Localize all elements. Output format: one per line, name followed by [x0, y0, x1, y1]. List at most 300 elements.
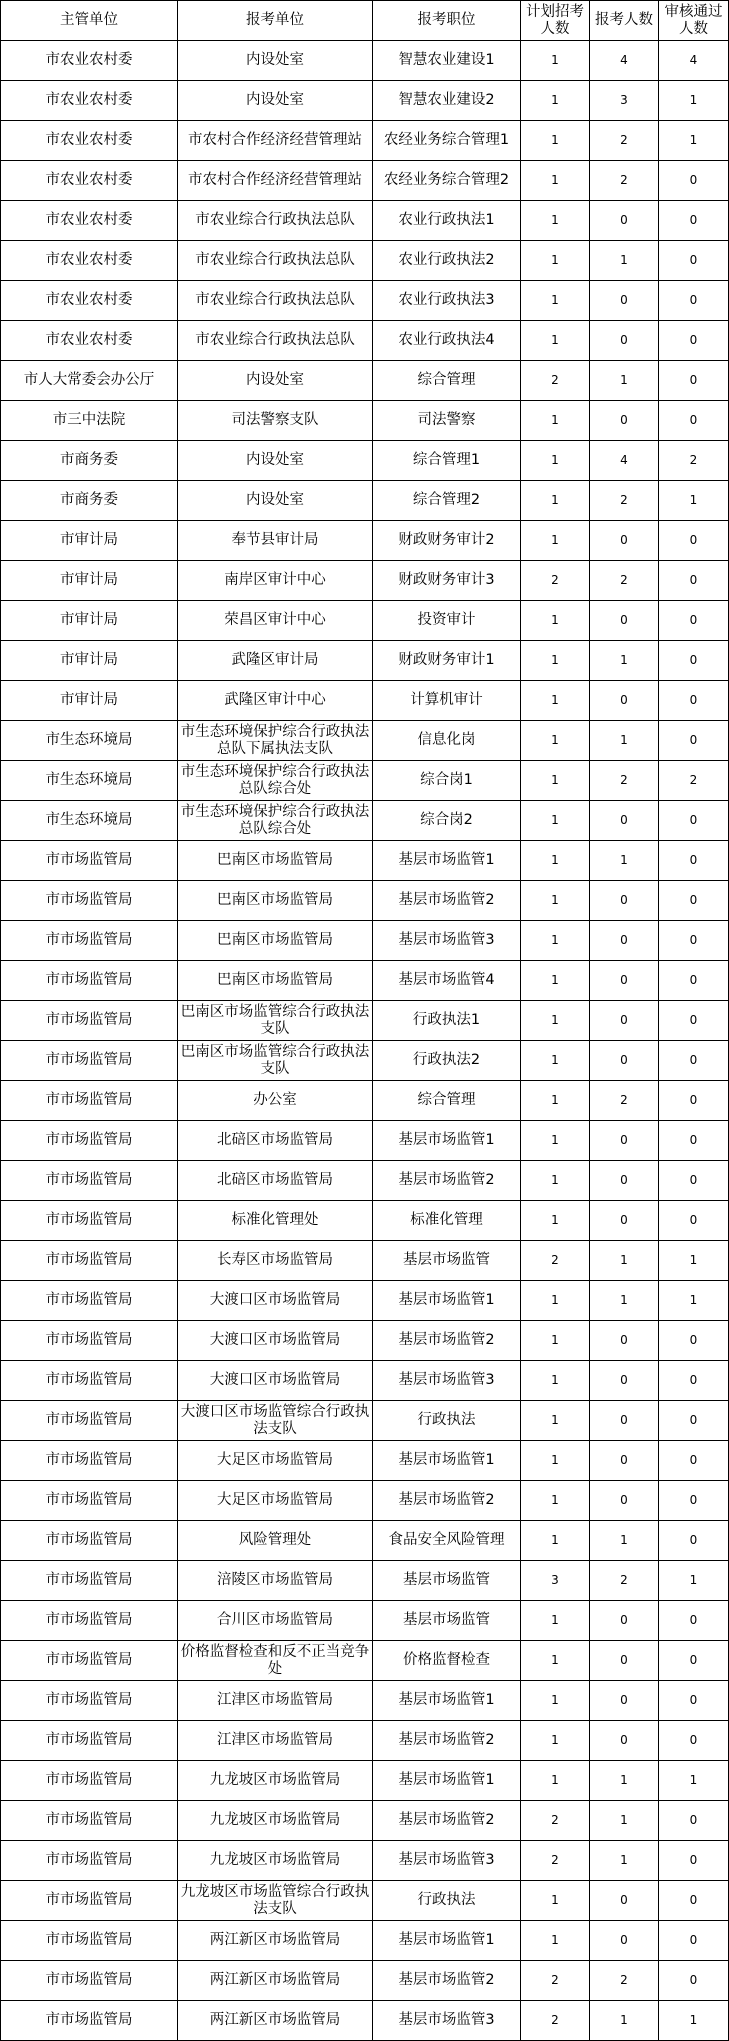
header-row: [1, 1, 729, 41]
unit-cell: 北碚区市场监管局: [178, 1121, 373, 1161]
planned-count-cell: 1: [521, 1721, 590, 1761]
approved-count-cell: 0: [659, 1801, 729, 1841]
position-cell: 基层市场监管2: [373, 1481, 521, 1521]
table-row: [1, 1921, 729, 1961]
table-row: [1, 1841, 729, 1881]
approved-count-cell: 0: [659, 961, 729, 1001]
unit-cell: 巴南区市场监管综合行政执法支队: [178, 1041, 373, 1081]
position-cell: 财政财务审计1: [373, 641, 521, 681]
position-cell: 综合管理2: [373, 481, 521, 521]
applicant-count-cell: 0: [590, 1001, 659, 1041]
department-cell: 市审计局: [1, 641, 178, 681]
unit-cell: 市农业综合行政执法总队: [178, 241, 373, 281]
position-cell: 价格监督检查: [373, 1641, 521, 1681]
unit-cell: 内设处室: [178, 441, 373, 481]
position-cell: 基层市场监管: [373, 1241, 521, 1281]
position-cell: 基层市场监管1: [373, 1281, 521, 1321]
planned-count-cell: 1: [521, 1001, 590, 1041]
position-cell: 行政执法: [373, 1401, 521, 1441]
table-row: [1, 1321, 729, 1361]
unit-cell: 两江新区市场监管局: [178, 1961, 373, 2001]
applicant-count-cell: 0: [590, 601, 659, 641]
approved-count-cell: 0: [659, 1041, 729, 1081]
planned-count-cell: 1: [521, 1321, 590, 1361]
position-cell: 基层市场监管2: [373, 1961, 521, 2001]
unit-cell: 市农业综合行政执法总队: [178, 281, 373, 321]
applicant-count-cell: 1: [590, 241, 659, 281]
department-cell: 市商务委: [1, 481, 178, 521]
position-cell: 基层市场监管1: [373, 1121, 521, 1161]
applicant-count-cell: 0: [590, 1641, 659, 1681]
table-row: [1, 1721, 729, 1761]
table-row: [1, 2001, 729, 2041]
table-row: [1, 1481, 729, 1521]
table-row: [1, 321, 729, 361]
planned-count-cell: 1: [521, 641, 590, 681]
department-cell: 市市场监管局: [1, 1281, 178, 1321]
table-row: [1, 1361, 729, 1401]
approved-count-cell: 0: [659, 1881, 729, 1921]
applicant-count-cell: 1: [590, 1241, 659, 1281]
unit-cell: 市生态环境保护综合行政执法总队综合处: [178, 761, 373, 801]
applicant-count-cell: 2: [590, 121, 659, 161]
position-cell: 综合管理: [373, 1081, 521, 1121]
header-cell: 报考人数: [590, 1, 659, 41]
planned-count-cell: 1: [521, 841, 590, 881]
approved-count-cell: 0: [659, 1681, 729, 1721]
header-cell: 审核通过人数: [659, 1, 729, 41]
planned-count-cell: 1: [521, 401, 590, 441]
department-cell: 市市场监管局: [1, 881, 178, 921]
table-row: [1, 761, 729, 801]
department-cell: 市市场监管局: [1, 1841, 178, 1881]
position-cell: 农经业务综合管理2: [373, 161, 521, 201]
unit-cell: 荣昌区审计中心: [178, 601, 373, 641]
applicant-count-cell: 0: [590, 881, 659, 921]
table-row: [1, 1081, 729, 1121]
planned-count-cell: 1: [521, 441, 590, 481]
applicant-count-cell: 1: [590, 2001, 659, 2041]
planned-count-cell: 2: [521, 1801, 590, 1841]
applicant-count-cell: 0: [590, 1881, 659, 1921]
applicant-count-cell: 0: [590, 1721, 659, 1761]
department-cell: 市市场监管局: [1, 961, 178, 1001]
planned-count-cell: 1: [521, 521, 590, 561]
department-cell: 市商务委: [1, 441, 178, 481]
table-row: [1, 1801, 729, 1841]
table-row: [1, 1401, 729, 1441]
unit-cell: 大足区市场监管局: [178, 1481, 373, 1521]
approved-count-cell: 2: [659, 761, 729, 801]
unit-cell: 巴南区市场监管局: [178, 881, 373, 921]
applicant-count-cell: 0: [590, 801, 659, 841]
planned-count-cell: 1: [521, 161, 590, 201]
approved-count-cell: 0: [659, 521, 729, 561]
unit-cell: 九龙坡区市场监管综合行政执法支队: [178, 1881, 373, 1921]
approved-count-cell: 0: [659, 201, 729, 241]
department-cell: 市农业农村委: [1, 241, 178, 281]
table-row: [1, 921, 729, 961]
department-cell: 市农业农村委: [1, 121, 178, 161]
unit-cell: 大足区市场监管局: [178, 1441, 373, 1481]
applicant-count-cell: 0: [590, 281, 659, 321]
planned-count-cell: 1: [521, 1161, 590, 1201]
unit-cell: 武隆区审计中心: [178, 681, 373, 721]
position-cell: 综合管理: [373, 361, 521, 401]
position-cell: 基层市场监管3: [373, 1841, 521, 1881]
table-body: [1, 41, 729, 2041]
applicant-count-cell: 0: [590, 1401, 659, 1441]
planned-count-cell: 1: [521, 81, 590, 121]
table-row: [1, 1681, 729, 1721]
approved-count-cell: 0: [659, 721, 729, 761]
department-cell: 市市场监管局: [1, 1321, 178, 1361]
planned-count-cell: 1: [521, 201, 590, 241]
approved-count-cell: 2: [659, 441, 729, 481]
unit-cell: 九龙坡区市场监管局: [178, 1841, 373, 1881]
unit-cell: 巴南区市场监管综合行政执法支队: [178, 1001, 373, 1041]
planned-count-cell: 1: [521, 1521, 590, 1561]
unit-cell: 大渡口区市场监管局: [178, 1321, 373, 1361]
applicant-count-cell: 3: [590, 81, 659, 121]
department-cell: 市农业农村委: [1, 161, 178, 201]
planned-count-cell: 1: [521, 1761, 590, 1801]
planned-count-cell: 1: [521, 321, 590, 361]
planned-count-cell: 1: [521, 1441, 590, 1481]
approved-count-cell: 0: [659, 161, 729, 201]
department-cell: 市市场监管局: [1, 1401, 178, 1441]
department-cell: 市市场监管局: [1, 1201, 178, 1241]
position-cell: 基层市场监管1: [373, 1921, 521, 1961]
approved-count-cell: 0: [659, 1201, 729, 1241]
unit-cell: 两江新区市场监管局: [178, 1921, 373, 1961]
position-cell: 基层市场监管: [373, 1561, 521, 1601]
approved-count-cell: 0: [659, 601, 729, 641]
planned-count-cell: 1: [521, 1401, 590, 1441]
unit-cell: 巴南区市场监管局: [178, 841, 373, 881]
unit-cell: 江津区市场监管局: [178, 1721, 373, 1761]
approved-count-cell: 0: [659, 1601, 729, 1641]
table-row: [1, 521, 729, 561]
approved-count-cell: 0: [659, 1361, 729, 1401]
applicant-count-cell: 0: [590, 1041, 659, 1081]
applicant-count-cell: 0: [590, 681, 659, 721]
planned-count-cell: 1: [521, 1361, 590, 1401]
approved-count-cell: 0: [659, 361, 729, 401]
approved-count-cell: 1: [659, 1241, 729, 1281]
department-cell: 市市场监管局: [1, 1481, 178, 1521]
table-row: [1, 121, 729, 161]
approved-count-cell: 0: [659, 841, 729, 881]
position-cell: 基层市场监管1: [373, 1441, 521, 1481]
applicant-count-cell: 1: [590, 1841, 659, 1881]
header-cell: 报考单位: [178, 1, 373, 41]
department-cell: 市农业农村委: [1, 321, 178, 361]
applicant-count-cell: 1: [590, 1801, 659, 1841]
approved-count-cell: 0: [659, 1841, 729, 1881]
position-cell: 智慧农业建设2: [373, 81, 521, 121]
approved-count-cell: 1: [659, 2001, 729, 2041]
department-cell: 市生态环境局: [1, 761, 178, 801]
table-row: [1, 1761, 729, 1801]
table-row: [1, 281, 729, 321]
planned-count-cell: 1: [521, 1881, 590, 1921]
planned-count-cell: 1: [521, 1641, 590, 1681]
department-cell: 市审计局: [1, 561, 178, 601]
position-cell: 基层市场监管2: [373, 1161, 521, 1201]
table-row: [1, 1441, 729, 1481]
position-cell: 基层市场监管2: [373, 1801, 521, 1841]
approved-count-cell: 0: [659, 1161, 729, 1201]
department-cell: 市市场监管局: [1, 2001, 178, 2041]
position-cell: 财政财务审计3: [373, 561, 521, 601]
position-cell: 标准化管理: [373, 1201, 521, 1241]
unit-cell: 大渡口区市场监管局: [178, 1281, 373, 1321]
planned-count-cell: 1: [521, 41, 590, 81]
table-row: [1, 1201, 729, 1241]
table-row: [1, 1281, 729, 1321]
position-cell: 司法警察: [373, 401, 521, 441]
applicant-count-cell: 0: [590, 1481, 659, 1521]
applicant-count-cell: 0: [590, 1321, 659, 1361]
table-row: [1, 361, 729, 401]
planned-count-cell: 2: [521, 561, 590, 601]
planned-count-cell: 2: [521, 1961, 590, 2001]
planned-count-cell: 1: [521, 601, 590, 641]
approved-count-cell: 0: [659, 281, 729, 321]
position-cell: 综合岗2: [373, 801, 521, 841]
planned-count-cell: 1: [521, 1201, 590, 1241]
table-row: [1, 1641, 729, 1681]
applicant-count-cell: 1: [590, 361, 659, 401]
planned-count-cell: 1: [521, 761, 590, 801]
position-cell: 基层市场监管2: [373, 1321, 521, 1361]
planned-count-cell: 2: [521, 1241, 590, 1281]
unit-cell: 内设处室: [178, 361, 373, 401]
applicant-count-cell: 0: [590, 1601, 659, 1641]
planned-count-cell: 1: [521, 1121, 590, 1161]
unit-cell: 合川区市场监管局: [178, 1601, 373, 1641]
position-cell: 基层市场监管1: [373, 1761, 521, 1801]
table-row: [1, 81, 729, 121]
position-cell: 计算机审计: [373, 681, 521, 721]
planned-count-cell: 3: [521, 1561, 590, 1601]
table-row: [1, 41, 729, 81]
applicant-count-cell: 0: [590, 1681, 659, 1721]
planned-count-cell: 1: [521, 1601, 590, 1641]
table-row: [1, 1601, 729, 1641]
planned-count-cell: 1: [521, 241, 590, 281]
table-row: [1, 401, 729, 441]
applicant-count-cell: 1: [590, 1281, 659, 1321]
approved-count-cell: 0: [659, 241, 729, 281]
unit-cell: 九龙坡区市场监管局: [178, 1761, 373, 1801]
position-cell: 智慧农业建设1: [373, 41, 521, 81]
position-cell: 食品安全风险管理: [373, 1521, 521, 1561]
approved-count-cell: 0: [659, 641, 729, 681]
department-cell: 市市场监管局: [1, 1761, 178, 1801]
applicant-count-cell: 1: [590, 641, 659, 681]
position-cell: 基层市场监管1: [373, 841, 521, 881]
department-cell: 市市场监管局: [1, 1881, 178, 1921]
unit-cell: 九龙坡区市场监管局: [178, 1801, 373, 1841]
unit-cell: 大渡口区市场监管综合行政执法支队: [178, 1401, 373, 1441]
department-cell: 市人大常委会办公厅: [1, 361, 178, 401]
approved-count-cell: 0: [659, 1081, 729, 1121]
planned-count-cell: 1: [521, 1081, 590, 1121]
applicant-count-cell: 0: [590, 201, 659, 241]
table-row: [1, 481, 729, 521]
table-row: [1, 841, 729, 881]
table-row: [1, 961, 729, 1001]
approved-count-cell: 0: [659, 1641, 729, 1681]
unit-cell: 办公室: [178, 1081, 373, 1121]
department-cell: 市市场监管局: [1, 1361, 178, 1401]
approved-count-cell: 0: [659, 921, 729, 961]
approved-count-cell: 0: [659, 1001, 729, 1041]
approved-count-cell: 0: [659, 881, 729, 921]
applicant-count-cell: 0: [590, 1121, 659, 1161]
planned-count-cell: 1: [521, 961, 590, 1001]
position-cell: 行政执法2: [373, 1041, 521, 1081]
unit-cell: 市生态环境保护综合行政执法总队下属执法支队: [178, 721, 373, 761]
department-cell: 市市场监管局: [1, 1921, 178, 1961]
applicant-count-cell: 2: [590, 761, 659, 801]
department-cell: 市生态环境局: [1, 801, 178, 841]
department-cell: 市审计局: [1, 521, 178, 561]
position-cell: 基层市场监管4: [373, 961, 521, 1001]
position-cell: 基层市场监管3: [373, 1361, 521, 1401]
position-cell: 信息化岗: [373, 721, 521, 761]
position-cell: 综合岗1: [373, 761, 521, 801]
approved-count-cell: 1: [659, 1561, 729, 1601]
department-cell: 市市场监管局: [1, 1681, 178, 1721]
unit-cell: 司法警察支队: [178, 401, 373, 441]
unit-cell: 市农业综合行政执法总队: [178, 321, 373, 361]
department-cell: 市生态环境局: [1, 721, 178, 761]
applicant-count-cell: 0: [590, 1921, 659, 1961]
department-cell: 市市场监管局: [1, 1241, 178, 1281]
approved-count-cell: 0: [659, 1481, 729, 1521]
department-cell: 市农业农村委: [1, 81, 178, 121]
unit-cell: 北碚区市场监管局: [178, 1161, 373, 1201]
approved-count-cell: 0: [659, 561, 729, 601]
department-cell: 市市场监管局: [1, 1441, 178, 1481]
planned-count-cell: 1: [521, 281, 590, 321]
applicant-count-cell: 0: [590, 1441, 659, 1481]
position-cell: 财政财务审计2: [373, 521, 521, 561]
department-cell: 市审计局: [1, 681, 178, 721]
department-cell: 市市场监管局: [1, 1161, 178, 1201]
table-row: [1, 1001, 729, 1041]
unit-cell: 大渡口区市场监管局: [178, 1361, 373, 1401]
applicant-count-cell: 1: [590, 1761, 659, 1801]
applicant-count-cell: 0: [590, 321, 659, 361]
table-row: [1, 561, 729, 601]
planned-count-cell: 1: [521, 921, 590, 961]
unit-cell: 风险管理处: [178, 1521, 373, 1561]
department-cell: 市市场监管局: [1, 1561, 178, 1601]
position-cell: 基层市场监管2: [373, 881, 521, 921]
table-row: [1, 801, 729, 841]
applicant-count-cell: 0: [590, 1201, 659, 1241]
unit-cell: 奉节县审计局: [178, 521, 373, 561]
applicant-count-cell: 1: [590, 1521, 659, 1561]
approved-count-cell: 1: [659, 81, 729, 121]
planned-count-cell: 1: [521, 1041, 590, 1081]
table-row: [1, 1521, 729, 1561]
position-cell: 农经业务综合管理1: [373, 121, 521, 161]
unit-cell: 内设处室: [178, 481, 373, 521]
department-cell: 市市场监管局: [1, 1081, 178, 1121]
department-cell: 市农业农村委: [1, 201, 178, 241]
department-cell: 市市场监管局: [1, 1121, 178, 1161]
table-row: [1, 721, 729, 761]
planned-count-cell: 1: [521, 1281, 590, 1321]
applicant-count-cell: 2: [590, 1081, 659, 1121]
position-cell: 行政执法1: [373, 1001, 521, 1041]
table-row: [1, 1241, 729, 1281]
applicant-count-cell: 2: [590, 481, 659, 521]
applicant-count-cell: 2: [590, 561, 659, 601]
department-cell: 市市场监管局: [1, 1001, 178, 1041]
planned-count-cell: 1: [521, 481, 590, 521]
planned-count-cell: 1: [521, 721, 590, 761]
table-row: [1, 1041, 729, 1081]
unit-cell: 市生态环境保护综合行政执法总队综合处: [178, 801, 373, 841]
header-cell: 主管单位: [1, 1, 178, 41]
unit-cell: 价格监督检查和反不正当竞争处: [178, 1641, 373, 1681]
applicant-count-cell: 4: [590, 41, 659, 81]
position-cell: 行政执法: [373, 1881, 521, 1921]
position-cell: 基层市场监管1: [373, 1681, 521, 1721]
department-cell: 市市场监管局: [1, 1521, 178, 1561]
unit-cell: 市农村合作经济经营管理站: [178, 121, 373, 161]
department-cell: 市农业农村委: [1, 281, 178, 321]
table-row: [1, 241, 729, 281]
planned-count-cell: 1: [521, 1681, 590, 1721]
department-cell: 市三中法院: [1, 401, 178, 441]
approved-count-cell: 0: [659, 681, 729, 721]
unit-cell: 江津区市场监管局: [178, 1681, 373, 1721]
applicant-count-cell: 0: [590, 961, 659, 1001]
table-row: [1, 601, 729, 641]
approved-count-cell: 1: [659, 1281, 729, 1321]
applicant-count-cell: 0: [590, 521, 659, 561]
department-cell: 市农业农村委: [1, 41, 178, 81]
table-row: [1, 1961, 729, 2001]
approved-count-cell: 0: [659, 1321, 729, 1361]
department-cell: 市市场监管局: [1, 1041, 178, 1081]
table-row: [1, 1161, 729, 1201]
unit-cell: 市农村合作经济经营管理站: [178, 161, 373, 201]
approved-count-cell: 4: [659, 41, 729, 81]
planned-count-cell: 1: [521, 881, 590, 921]
position-cell: 投资审计: [373, 601, 521, 641]
applicant-count-cell: 0: [590, 921, 659, 961]
approved-count-cell: 1: [659, 1761, 729, 1801]
header-cell: 报考职位: [373, 1, 521, 41]
position-cell: 基层市场监管: [373, 1601, 521, 1641]
approved-count-cell: 0: [659, 321, 729, 361]
unit-cell: 内设处室: [178, 81, 373, 121]
approved-count-cell: 0: [659, 401, 729, 441]
table-row: [1, 641, 729, 681]
position-cell: 基层市场监管2: [373, 1721, 521, 1761]
applicant-count-cell: 0: [590, 401, 659, 441]
position-cell: 基层市场监管3: [373, 921, 521, 961]
applicant-count-cell: 2: [590, 1961, 659, 2001]
